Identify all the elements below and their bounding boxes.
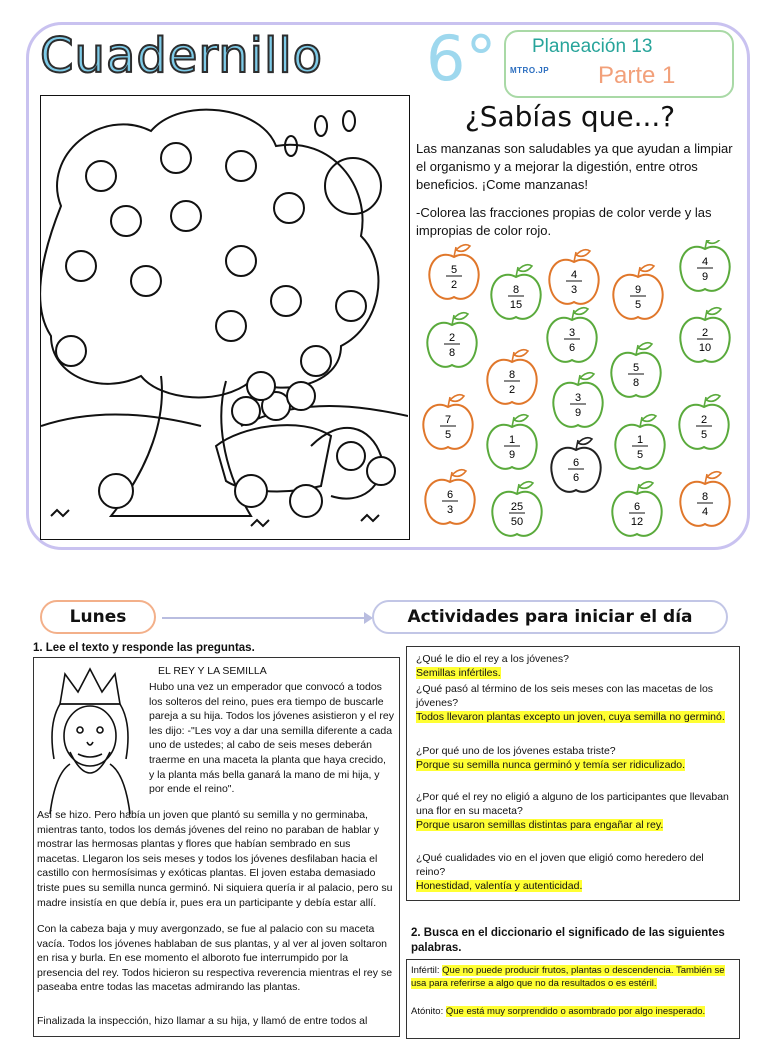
- story-paragraph: Con la cabeza baja y muy avergonzado, se fue al palacio con su maceta vacía. Todos los jóvenes hablaban de sus plantas, y al ver al joven soltaron en risa y burla. En ese momento el alboroto fue interrumpido por la presencia del rey. Todos hicieron su respectiva reverencia mientras el rey se paseaba entre todas las macetas admirando las plantas.: [37, 923, 393, 994]
- fraction-apple: [427, 313, 476, 367]
- question-item: [416, 790, 732, 832]
- question-text: ¿Qué pasó al término de los seis meses con las macetas de los jóvenes?: [416, 683, 714, 709]
- dictionary-instruction: 2. Busca en el diccionario el significado de las siguientes palabras.: [411, 927, 725, 954]
- fraction-apple: [680, 308, 729, 362]
- fraction-apple: [547, 308, 596, 362]
- crown-icon: [60, 669, 120, 704]
- sun-icon: [325, 158, 381, 214]
- question-text: ¿Por qué uno de los jóvenes estaba triste?: [416, 745, 616, 757]
- fraction-apple: [491, 265, 540, 319]
- fraction-numerator: 1: [636, 434, 644, 446]
- logo: MTRO.JP: [510, 66, 550, 75]
- answer-text: Porque su semilla nunca germinó y temía ser ridiculizado.: [416, 759, 686, 771]
- fraction-denominator: 2: [450, 279, 458, 291]
- fraction-apple: [492, 482, 541, 536]
- fraction-denominator: 12: [630, 516, 644, 528]
- fraction-numerator: 2: [700, 414, 708, 426]
- arrow-right-icon: [160, 608, 374, 628]
- fraction-denominator: 5: [444, 429, 452, 441]
- fraction-apple: [487, 415, 536, 469]
- fraction-denominator: 9: [508, 449, 516, 461]
- fraction-denominator: 8: [632, 377, 640, 389]
- answer-text: Porque usaron semillas distintas para engañar al rey.: [416, 819, 664, 831]
- question-item: [416, 851, 732, 893]
- fraction-numerator: 8: [701, 491, 709, 503]
- day-label: Lunes: [40, 600, 156, 634]
- fraction-apple: [680, 240, 729, 291]
- fraction-numerator: 4: [701, 256, 709, 268]
- fraction-numerator: 6: [572, 457, 580, 469]
- fraction-numerator: 5: [450, 264, 458, 276]
- coloring-instruction: -Colorea las fracciones propias de color verde y las impropias de color rojo.: [416, 205, 712, 238]
- fraction-numerator: 9: [634, 284, 642, 296]
- fraction-numerator: 25: [510, 501, 524, 513]
- fraction-apple: [553, 373, 602, 427]
- apple-tree-illustration: [40, 95, 410, 540]
- fraction-apples: [420, 240, 740, 540]
- fraction-denominator: 10: [698, 342, 712, 354]
- fraction-denominator: 50: [510, 516, 524, 528]
- answer-text: Semillas infértiles.: [416, 667, 501, 679]
- apple-tree-drawing: [41, 96, 408, 538]
- fraction-numerator: 2: [448, 332, 456, 344]
- fraction-denominator: 9: [701, 271, 709, 283]
- fraction-denominator: 5: [636, 449, 644, 461]
- did-you-know-heading: ¿Sabías que...?: [464, 100, 676, 133]
- fraction-numerator: 6: [633, 501, 641, 513]
- question-item: [416, 744, 732, 772]
- fraction-denominator: 5: [700, 429, 708, 441]
- answer-text: Honestidad, valentía y autenticidad.: [416, 880, 583, 892]
- dictionary-entry: [411, 964, 733, 990]
- fraction-apple: [549, 250, 598, 304]
- fraction-denominator: 15: [509, 299, 523, 311]
- fraction-apple: [429, 245, 478, 299]
- fraction-numerator: 3: [574, 392, 582, 404]
- dictionary-definition: Que está muy sorprendido o asombrado por algo inesperado.: [445, 1006, 706, 1017]
- fraction-denominator: 4: [701, 506, 709, 518]
- dictionary-word: Atónito:: [411, 1006, 444, 1017]
- fraction-numerator: 1: [508, 434, 516, 446]
- fraction-numerator: 4: [570, 269, 578, 281]
- fraction-denominator: 3: [570, 284, 578, 296]
- fraction-numerator: 7: [444, 414, 452, 426]
- fraction-numerator: 8: [508, 369, 516, 381]
- fraction-apple: [613, 265, 662, 319]
- story-title: EL REY Y LA SEMILLA: [158, 665, 267, 677]
- planning-part: Parte 1: [598, 62, 676, 89]
- activities-title: Actividades para iniciar el día: [372, 600, 728, 634]
- fraction-numerator: 5: [632, 362, 640, 374]
- fraction-numerator: 8: [512, 284, 520, 296]
- fraction-numerator: 3: [568, 327, 576, 339]
- fraction-denominator: 6: [572, 472, 580, 484]
- story-paragraph: Finalizada la inspección, hizo llamar a su hija, y llamó de entre todos al: [37, 1015, 368, 1027]
- fraction-apple: [551, 438, 600, 492]
- story-paragraph: Así se hizo. Pero había un joven que plantó su semilla y no germinaba, mientras tanto, todos los demás jóvenes del reino no paraban de hablar y mostrar las hermosas plantas y flores que habían sembrado en sus macetas. Llegaron los seis meses y todos los jóvenes desfilaban hacia el castillo con hermosísimas y exóticas plantas. El joven estaba demasiado triste pues su semilla nunca germinó. Ni siquiera quería ir al palacio, pero su madre insistía en que debía ir, pues era un participante y debía estar allí.: [37, 809, 393, 909]
- fraction-apple: [612, 482, 661, 536]
- question-text: ¿Qué cualidades vio en el joven que eligió como heredero del reino?: [416, 852, 704, 878]
- fraction-denominator: 9: [574, 407, 582, 419]
- grade-label: 6°: [426, 22, 497, 95]
- fraction-denominator: 2: [508, 384, 516, 396]
- fraction-apple: [487, 350, 536, 404]
- answer-text: Todos llevaron plantas excepto un joven, cuya semilla no germinó.: [416, 711, 725, 723]
- fraction-denominator: 5: [634, 299, 642, 311]
- fraction-apple: [423, 395, 472, 449]
- fraction-denominator: 6: [568, 342, 576, 354]
- cover-title: Cuadernillo: [40, 28, 324, 84]
- question-text: ¿Por qué el rey no eligió a alguno de los participantes que llevaban una flor en su maceta?: [416, 791, 729, 817]
- question-item: [416, 682, 732, 724]
- planning-title: Planeación 13: [532, 36, 653, 57]
- fraction-apple: [425, 470, 474, 524]
- story-paragraph: Hubo una vez un emperador que convocó a todos los solteros del reino, pues era tiempo de buscarle pareja a su hija. Todos los jóvenes asistieron y el rey les dijo: -"Les voy a dar una semilla diferente a cada uno de ustedes; al cabo de seis meses deberán traerme en una maceta la planta que haya crecido, y la planta más bella ganará la mano de mi hija, y por ende el reino".: [149, 681, 394, 796]
- fraction-apple: [679, 395, 728, 449]
- king-illustration: [40, 664, 140, 814]
- apple-fact-text: Las manzanas son saludables ya que ayudan a limpiar el organismo y a mejorar la digestión, entre otros beneficios. ¡Come manzanas!: [416, 141, 733, 192]
- fraction-apple: [615, 415, 664, 469]
- dictionary-definition: Que no puede producir frutos, plantas o descendencia. También se usa para referirse a algo que no da resultados o es estéril.: [411, 965, 725, 989]
- fraction-apple: [611, 343, 660, 397]
- fraction-apple: [680, 472, 729, 526]
- fraction-numerator: 2: [701, 327, 709, 339]
- dictionary-entry: [411, 1005, 733, 1018]
- dictionary-word: Infértil:: [411, 965, 440, 976]
- fraction-denominator: 3: [446, 504, 454, 516]
- question-item: [416, 652, 732, 680]
- fraction-numerator: 6: [446, 489, 454, 501]
- reading-instruction: 1. Lee el texto y responde las preguntas.: [33, 642, 255, 654]
- fraction-denominator: 8: [448, 347, 456, 359]
- question-text: ¿Qué le dio el rey a los jóvenes?: [416, 653, 569, 665]
